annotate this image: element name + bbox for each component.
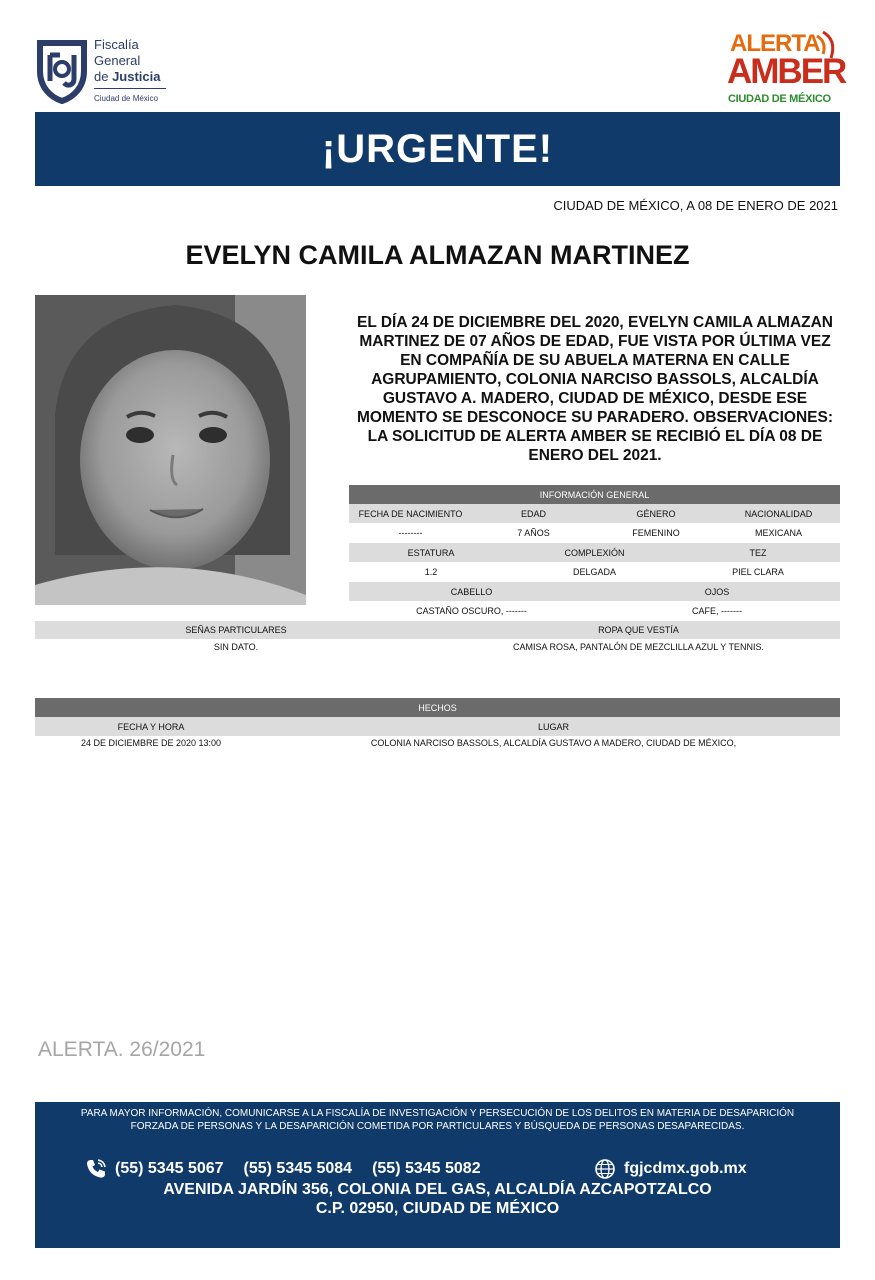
value-place: COLONIA NARCISO BASSOLS, ALCALDÍA GUSTAVO A MADERO, CIUDAD DE MÉXICO, [370,738,737,748]
label-clothing: ROPA QUE VESTÍA [437,621,840,639]
value-build: DELGADA [572,567,616,577]
info-row4-values [35,639,840,654]
label-age: EDAD [472,504,595,523]
value-date-time: 24 DE DICIEMBRE DE 2020 13:00 [80,738,222,748]
fgj-line3-pre: de [94,69,113,84]
website [594,1158,747,1180]
info-row1-values [349,523,840,543]
footer-info [35,1107,840,1133]
hechos-values [35,736,840,750]
label-place: LUGAR [267,717,840,736]
phone-icon [85,1158,107,1180]
urgent-banner: ¡URGENTE! [35,112,840,186]
value-age: 7 AÑOS [517,528,550,538]
label-complexion: TEZ [676,543,840,562]
amber-city: CIUDAD DE MÉXICO [728,93,831,105]
value-birthdate: -------- [398,528,423,538]
fgj-line2: General [94,53,141,68]
info-row3-labels [349,582,840,601]
fgj-logo [36,33,176,109]
value-nationality: MEXICANA [754,528,802,538]
fgj-line1: Fiscalía [94,37,139,52]
info-title: INFORMACIÓN GENERAL [349,485,840,504]
alerta-amber-logo [725,30,846,110]
value-height: 1.2 [424,567,438,577]
phone-list [85,1158,501,1180]
hechos-title-row [35,698,840,717]
hechos-labels [35,717,840,736]
contact-footer [35,1102,840,1248]
hechos-title: HECHOS [35,698,840,717]
case-description: EL DÍA 24 DE DICIEMBRE DEL 2020, EVELYN CAMILA ALMAZAN MARTINEZ DE 07 AÑOS DE EDAD, FUE VISTA POR ÚLTIMA VEZ EN COMPAÑÍA DE SU ABUELA MATERNA EN CALLE AGRUPAMIENTO, COLONIA NARCISO BASSOLS, ALCALDÍA GUSTAVO A. MADERO, CIUDAD DE MÉXICO, DESDE ESE MOMENTO SE DESCONOCE SU PARADERO. OBSERVACIONES: LA SOLICITUD DE ALERTA AMBER SE RECIBIÓ EL DÍA 08 DE ENERO DEL 2021. [357,314,833,464]
label-gender: GÉNERO [595,504,717,523]
footer-info-line2: FORZADA DE PERSONAS Y LA DESAPARICIÓN COMETIDA POR PARTICULARES Y BÚSQUEDA DE PERSONAS DESAPARECIDAS. [130,1121,745,1132]
label-date-time: FECHA Y HORA [35,717,267,736]
value-hair: CASTAÑO OSCURO, ------- [416,605,527,616]
person-name: EVELYN CAMILA ALMAZAN MARTINEZ [185,240,690,270]
footer-info-line1: PARA MAYOR INFORMACIÓN, COMUNICARSE A LA FISCALÍA DE INVESTIGACIÓN Y PERSECUCIÓN DE LOS DELITOS EN MATERIA DE DESAPARICIÓN [80,1108,795,1119]
label-eyes: OJOS [594,582,840,601]
info-row2-values [349,562,840,582]
address-line1: AVENIDA JARDÍN 356, COLONIA DEL GAS, ALCALDÍA AZCAPOTZALCO [163,1181,712,1198]
label-hair: CABELLO [349,582,594,601]
alert-number: ALERTA. 26/2021 [38,1038,206,1061]
info-row2-labels [349,543,840,562]
value-distinguishing-marks: SIN DATO. [213,641,259,652]
label-build: COMPLEXIÓN [513,543,676,562]
amber-line1: ALERTA [730,30,820,57]
phone-number-2[interactable]: (55) 5345 5084 [243,1160,353,1177]
value-clothing: CAMISA ROSA, PANTALÓN DE MEZCLILLA AZUL Y TENNIS. [513,641,764,652]
info-row4-labels [35,621,840,639]
phone-number-1[interactable]: (55) 5345 5067 [115,1160,224,1177]
globe-icon [594,1158,616,1180]
value-eyes: CAFE, ------- [692,605,742,616]
portrait-image [35,295,306,605]
label-birthdate: FECHA DE NACIMIENTO [349,504,472,523]
missing-person-photo [35,295,306,605]
fgj-line3-bold: Justicia [112,69,161,84]
label-nationality: NACIONALIDAD [717,504,840,523]
value-gender: FEMENINO [632,528,680,538]
address-line2: C.P. 02950, CIUDAD DE MÉXICO [315,1200,560,1217]
fgj-divider [94,88,166,89]
info-row1-labels [349,504,840,523]
fgj-emblem-icon [36,35,88,105]
label-height: ESTATURA [349,543,513,562]
amber-line2: AMBER [727,52,846,91]
value-complexion: PIEL CLARA [732,567,784,577]
phone-number-3[interactable]: (55) 5345 5082 [372,1160,481,1177]
website-link[interactable]: fgjcdmx.gob.mx [624,1160,747,1177]
fgj-city: Ciudad de México [94,94,159,103]
info-row3-values [349,601,840,620]
label-distinguishing-marks: SEÑAS PARTICULARES [35,621,437,639]
date-line: CIUDAD DE MÉXICO, A 08 DE ENERO DE 2021 [553,198,838,213]
info-title-row [349,485,840,504]
